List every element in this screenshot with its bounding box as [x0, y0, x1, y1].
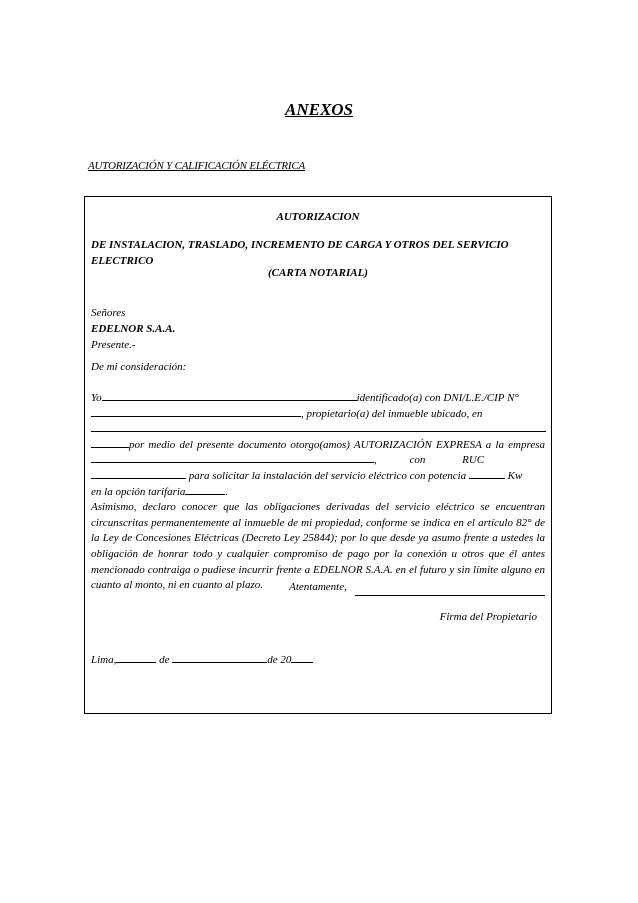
signature-line	[355, 595, 545, 596]
consideration-line: De mi consideración:	[91, 361, 187, 373]
page-title: ANEXOS	[284, 100, 354, 119]
salutation-block	[91, 305, 545, 353]
body-line-6	[91, 469, 545, 485]
line-text: de	[159, 654, 170, 666]
authorization-form-box	[84, 196, 552, 714]
body-line-2	[91, 407, 545, 423]
closing: Atentamente,	[289, 581, 347, 593]
form-subheading: DE INSTALACION, TRASLADO, INCREMENTO DE CARGA Y OTROS DEL SERVICIO ELECTRICO	[91, 239, 509, 267]
company-name: EDELNOR S.A.A.	[91, 323, 176, 335]
form-body	[91, 391, 545, 594]
id-number-blank	[91, 407, 301, 417]
body-line-3	[91, 422, 545, 438]
month-blank	[172, 653, 267, 663]
form-heading-notarial: (CARTA NOTARIAL)	[268, 267, 368, 279]
salutation: Señores	[91, 307, 126, 319]
line-text: Lima,	[91, 654, 117, 666]
line-text: identificado(a) con DNI/L.E./CIP N°	[356, 392, 519, 404]
company-blank	[91, 453, 374, 463]
form-heading: AUTORIZACION	[276, 211, 360, 223]
power-blank	[469, 469, 505, 479]
line-text: para solicitar la instalación del servicio eléctrico con potencia	[188, 469, 467, 482]
paragraph-obligations: Asimismo, declaro conocer que las obligaciones derivadas del servicio eléctrico se encuentran circunscritas permanentemente al inmueble de mi propiedad, conforme se indica en el artículo 82° de la Ley de Concesiones Eléctricas (Decreto Ley 25844); por lo que desde ya asumo frente a ustedes la obligación de honrar todo y cualquier compromiso de pago por la conexión u otros que él antes mencionado contraiga o pudiese incurrir frente a EDELNOR S.A.A. en el futuro y sin límite alguno en cuanto al monto, ni en cuanto al plazo.	[91, 501, 545, 592]
line-text: Yo	[91, 392, 102, 404]
ruc-blank	[91, 469, 186, 479]
body-line-1	[91, 391, 545, 407]
line-text: en la opción tarifaria	[91, 485, 186, 498]
line-text: Kw	[507, 469, 523, 482]
year-blank	[291, 653, 313, 663]
day-blank	[116, 653, 156, 663]
body-line-4	[91, 438, 545, 469]
section-subtitle: AUTORIZACIÓN Y CALIFICACIÓN ELÉCTRICA	[88, 160, 305, 172]
body-line-7: en la opción tarifaria .	[91, 485, 229, 498]
name-blank	[102, 391, 357, 401]
tariff-blank	[185, 485, 225, 495]
signature-label: Firma del Propietario	[439, 611, 537, 623]
line-text: de 20	[267, 654, 292, 666]
line-text: RUC	[462, 454, 485, 467]
line-text: , propietario(a) del inmueble ubicado, en	[301, 407, 483, 420]
line-text: con	[409, 454, 426, 467]
date-line	[91, 653, 313, 666]
present-line: Presente.-	[91, 339, 136, 351]
line-text: por medio del presente documento otorgo(amos) AUTORIZACIÓN EXPRESA a la empresa	[129, 438, 545, 451]
line-text: ,	[374, 454, 377, 467]
address-blank	[91, 422, 546, 432]
address-blank-end	[91, 438, 129, 448]
